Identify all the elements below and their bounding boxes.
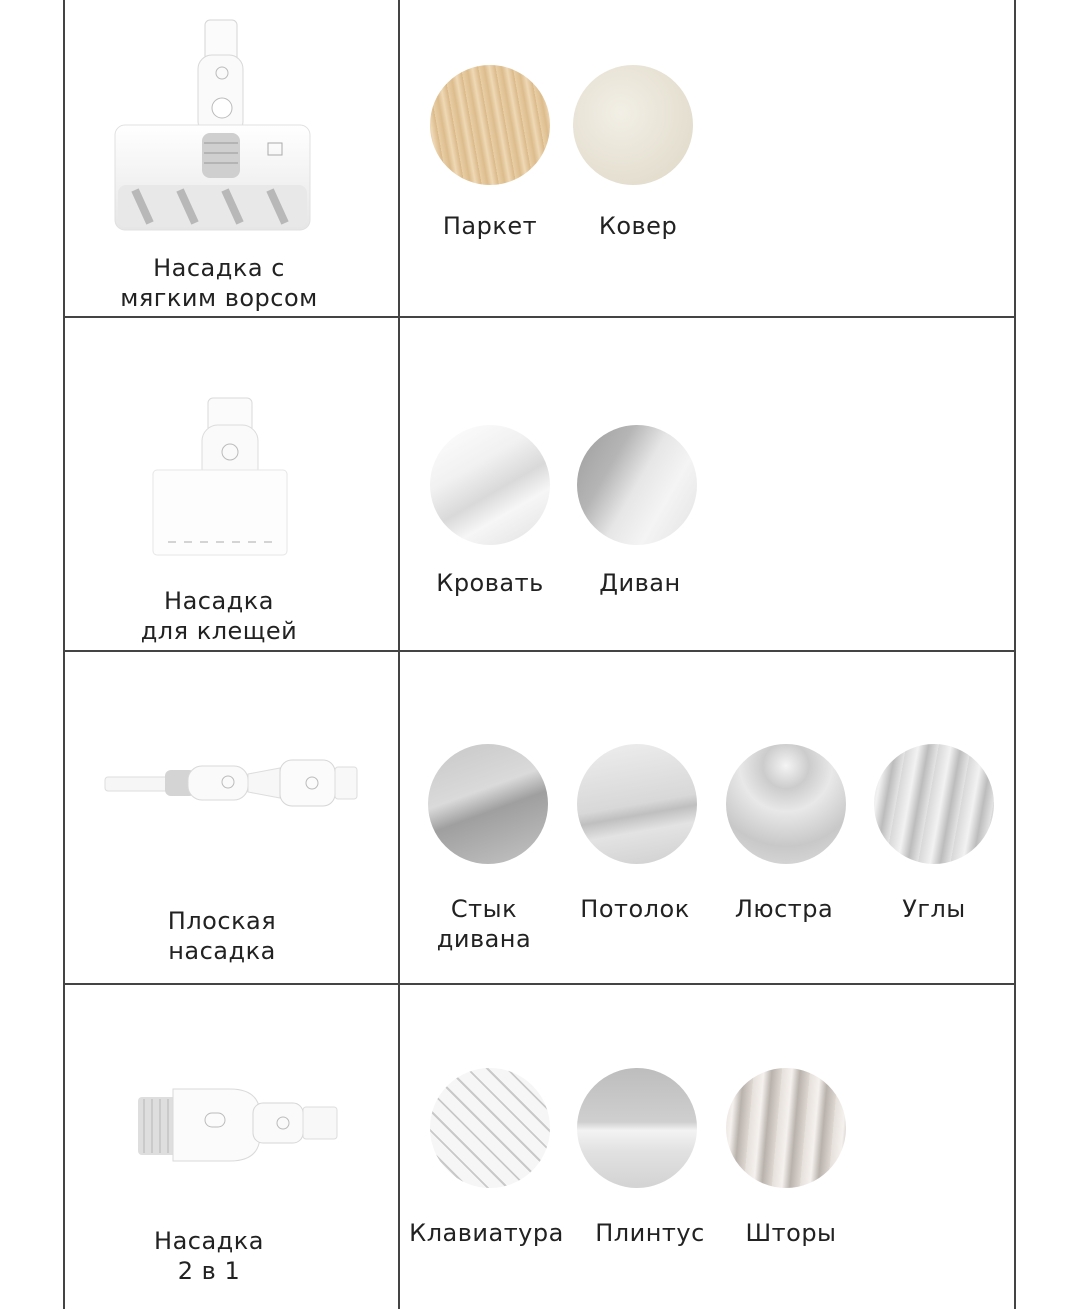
row-divider <box>63 316 1016 318</box>
chandelier-icon <box>726 744 846 864</box>
soft-roller-brush-head-icon <box>110 15 315 235</box>
ceiling-icon <box>577 744 697 864</box>
tool-label: Насадка для клещей <box>140 587 298 645</box>
tool-label: Насадка 2 в 1 <box>154 1227 264 1285</box>
surface-label: Люстра <box>734 895 834 923</box>
sofa-icon <box>577 425 697 545</box>
surface-label: Плинтус <box>595 1219 705 1247</box>
row-divider <box>63 983 1016 985</box>
bed-icon <box>430 425 550 545</box>
surface-label: Кровать <box>436 569 544 597</box>
surface-label: Диван <box>599 569 681 597</box>
tool-label: Плоская насадка <box>167 907 277 965</box>
table-border-middle <box>398 0 400 1309</box>
surface-label: Углы <box>902 895 966 923</box>
surface-label: Стык дивана <box>436 895 532 953</box>
curtains-icon <box>726 1068 846 1188</box>
carpet-icon <box>573 65 693 185</box>
surface-label: Клавиатура <box>409 1219 564 1247</box>
tool-label: Насадка с мягким ворсом <box>120 254 318 312</box>
crevice-tool-icon <box>100 750 362 815</box>
table-border-right <box>1014 0 1016 1309</box>
two-in-one-brush-icon <box>135 1075 340 1170</box>
surface-label: Потолок <box>580 895 690 923</box>
surface-label: Шторы <box>745 1219 837 1247</box>
sofa-seam-icon <box>428 744 548 864</box>
baseboard-icon <box>577 1068 697 1188</box>
surface-label: Паркет <box>442 212 538 240</box>
keyboard-icon <box>430 1068 550 1188</box>
row-divider <box>63 650 1016 652</box>
table-border-left <box>63 0 65 1309</box>
mite-brush-head-icon <box>150 395 290 560</box>
surface-label: Ковер <box>598 212 678 240</box>
parquet-icon <box>430 65 550 185</box>
corners-icon <box>874 744 994 864</box>
